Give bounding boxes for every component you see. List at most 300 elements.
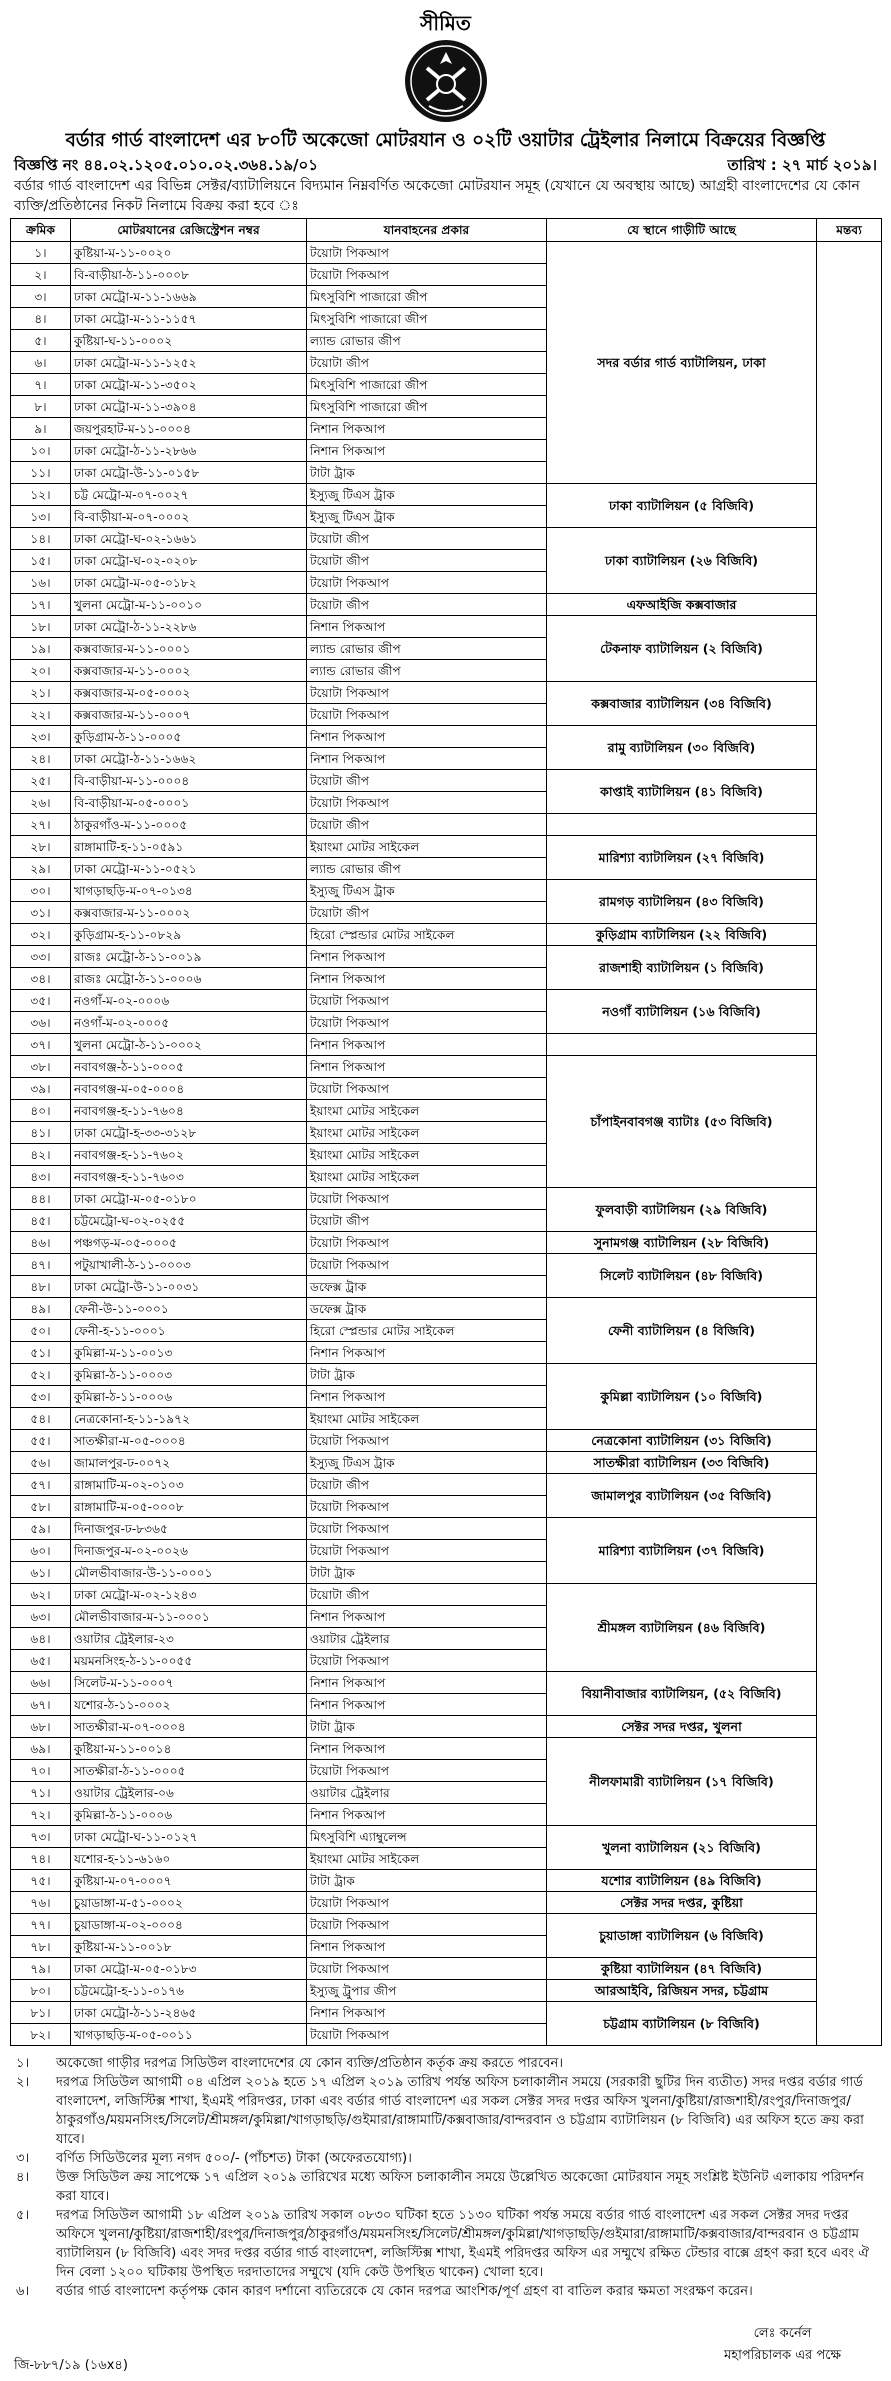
serial-cell: ৪৪। (11, 1188, 71, 1210)
registration-cell: কুমিল্লা-ঠ-১১-০০০৩ (71, 1364, 307, 1386)
registration-cell: ঢাকা মেট্রো-ঘ-১১-০১২৭ (71, 1826, 307, 1848)
location-cell: কুমিল্লা ব্যাটালিয়ন (১০ বিজিবি) (547, 1364, 817, 1430)
location-cell: রামগড় ব্যাটালিয়ন (৪৩ বিজিবি) (547, 880, 817, 924)
location-cell: সিলেট ব্যাটালিয়ন (৪৮ বিজিবি) (547, 1254, 817, 1298)
col-registration-header: মোটরযানের রেজিস্ট্রেশন নম্বর (71, 219, 307, 242)
serial-cell: ৩০। (11, 880, 71, 902)
vehicle-type-cell: টয়োটা জীপ (307, 1474, 547, 1496)
table-row (11, 1738, 882, 1760)
serial-cell: ৭৮। (11, 1936, 71, 1958)
serial-cell: ৪৩। (11, 1166, 71, 1188)
table-row (11, 836, 882, 858)
note-text: দরপত্র সিডিউল আগামী ১৮ এপ্রিল ২০১৯ তারিখ সকাল ০৮৩০ ঘটিকা হতে ১১৩০ ঘটিকা পর্যন্ত সময়ে বর্ডার গার্ড বাংলাদেশ এর সকল সেক্টর সদর দপ্তর অফিসে খুলনা/কুষ্টিয়া/রাজশাহী/রংপুর/দিনাজপুর/ঠাকুরগাঁও/ময়মনসিংহ/সিলেট/শ্রীমঙ্গল/কুমিল্লা/খাগড়াছড়ি/গুইমারা/রাঙ্গামাটি/কক্সবাজার/বান্দরবান ও চট্টগ্রাম ব্যাটালিয়ন (৮ বিজিবি) এবং সদর দপ্তর বর্ডার গার্ড বাংলাদেশ, লজিস্টিক্স শাখা, ইএমই পরিদপ্তর অফিস এর সম্মুখে রক্ষিত টেন্ডার বাক্সে গ্রহণ করা হবে এবং ঐ দিন বেলা ১২০০ ঘটিকায় উপস্থিত দরদাতাদের সম্মুখে (যদি কেউ উপস্থিত থাকেন) খোলা হবে। (56, 2208, 869, 2280)
registration-cell: কক্সবাজার-ম-১১-০০০১ (71, 638, 307, 660)
note-item (10, 2206, 881, 2282)
table-row (11, 1826, 882, 1848)
serial-cell: ৪২। (11, 1144, 71, 1166)
note-number: ২। (16, 2075, 30, 2090)
serial-cell: ১৩। (11, 506, 71, 528)
table-row (11, 1298, 882, 1320)
vehicle-type-cell: ওয়াটার ট্রেইলার (307, 1628, 547, 1650)
serial-cell: ৩৮। (11, 1056, 71, 1078)
serial-cell: ৪। (11, 308, 71, 330)
registration-cell: নওগাঁ-ম-০২-০০০৫ (71, 1012, 307, 1034)
note-item (10, 2073, 881, 2149)
serial-cell: ৬৮। (11, 1716, 71, 1738)
serial-cell: ১১। (11, 462, 71, 484)
vehicle-type-cell: টয়োটা পিকআপ (307, 572, 547, 594)
table-row (11, 594, 882, 616)
serial-cell: ১৮। (11, 616, 71, 638)
notes-section (10, 2054, 881, 2301)
serial-cell: ১৪। (11, 528, 71, 550)
vehicle-type-cell: ইয়াংমা মোটর সাইকেল (307, 1408, 547, 1430)
vehicle-type-cell: টয়োটা পিকআপ (307, 2024, 547, 2046)
registration-cell: নবাবগঞ্জ-ম-০৫-০০০৪ (71, 1078, 307, 1100)
location-cell: নেত্রকোনা ব্যাটালিয়ন (৩১ বিজিবি) (547, 1430, 817, 1452)
location-cell: কাপ্তাই ব্যাটালিয়ন (৪১ বিজিবি) (547, 770, 817, 814)
location-cell (547, 814, 817, 836)
serial-cell: ৬১। (11, 1562, 71, 1584)
registration-cell: ফেনী-হ-১১-০০০১ (71, 1320, 307, 1342)
table-row (11, 1254, 882, 1276)
serial-cell: ৬৫। (11, 1650, 71, 1672)
serial-cell: ২১। (11, 682, 71, 704)
table-row (11, 1430, 882, 1452)
vehicle-type-cell: নিশান পিকআপ (307, 440, 547, 462)
vehicle-type-cell: টয়োটা পিকআপ (307, 704, 547, 726)
serial-cell: ৯। (11, 418, 71, 440)
serial-cell: ২২। (11, 704, 71, 726)
registration-cell: পঞ্চগড়-ম-০৫-০০০৫ (71, 1232, 307, 1254)
table-header-row (11, 219, 882, 242)
registration-cell: রাজঃ মেট্রো-ঠ-১১-০০০৬ (71, 968, 307, 990)
print-code: জি-৮৮৭/১৯ (১৬x৪) (14, 2358, 128, 2373)
col-type-header: যানবাহনের প্রকার (307, 219, 547, 242)
serial-cell: ৩৪। (11, 968, 71, 990)
registration-cell: দিনাজপুর-ঢ-৮৩৬৫ (71, 1518, 307, 1540)
registration-cell: চট্টমেট্রো-ঘ-০২-০২৫৫ (71, 1210, 307, 1232)
registration-cell: কুষ্টিয়া-ঘ-১১-০০০২ (71, 330, 307, 352)
registration-cell: জামালপুর-ঢ-০০৭২ (71, 1452, 307, 1474)
serial-cell: ২৯। (11, 858, 71, 880)
registration-cell: ঢাকা মেট্রো-ম-১১-৩৯০৪ (71, 396, 307, 418)
serial-cell: ১৯। (11, 638, 71, 660)
serial-cell: ৩২। (11, 924, 71, 946)
location-cell: বিয়ানীবাজার ব্যাটালিয়ন, (৫২ বিজিবি) (547, 1672, 817, 1716)
serial-cell: ৭০। (11, 1760, 71, 1782)
serial-cell: ৭৯। (11, 1958, 71, 1980)
serial-cell: ৫৩। (11, 1386, 71, 1408)
serial-cell: ৬৩। (11, 1606, 71, 1628)
location-cell (547, 1034, 817, 1056)
col-remarks-header: মন্তব্য (817, 219, 882, 242)
registration-cell: নেত্রকোনা-হ-১১-১৯৭২ (71, 1408, 307, 1430)
serial-cell: ৩৬। (11, 1012, 71, 1034)
vehicle-type-cell: মিৎসুবিশি পাজারো জীপ (307, 286, 547, 308)
registration-cell: জয়পুরহাট-ম-১১-০০০৪ (71, 418, 307, 440)
vehicle-type-cell: টয়োটা পিকআপ (307, 1958, 547, 1980)
classification-label: সীমিত (420, 11, 471, 35)
registration-cell: সিলেট-ম-১১-০০০৭ (71, 1672, 307, 1694)
registration-cell: ঢাকা মেট্রো-ঘ-০২-১৬৬১ (71, 528, 307, 550)
vehicle-type-cell: ডফেক্স ট্রাক (307, 1298, 547, 1320)
registration-cell: খাগড়াছড়ি-ম-০৫-০০১১ (71, 2024, 307, 2046)
location-cell: নওগাঁ ব্যাটালিয়ন (১৬ বিজিবি) (547, 990, 817, 1034)
registration-cell: ঠাকুরগাঁও-ম-১১-০০০৫ (71, 814, 307, 836)
serial-cell: ২৬। (11, 792, 71, 814)
vehicle-type-cell: নিশান পিকআপ (307, 2002, 547, 2024)
vehicle-type-cell: টাটা ট্রাক (307, 1870, 547, 1892)
notice-title: বর্ডার গার্ড বাংলাদেশ এর ৮০টি অকেজো মোটরযান ও ০২টি ওয়াটার ট্রেইলার নিলামে বিক্রয়ের বিজ্ঞপ্তি (65, 130, 826, 151)
registration-cell: দিনাজপুর-ম-০২-০০২৬ (71, 1540, 307, 1562)
table-row (11, 1518, 882, 1540)
registration-cell: কুড়িগ্রাম-হ-১১-০৮২৯ (71, 924, 307, 946)
table-row (11, 1716, 882, 1738)
registration-cell: ঢাকা মেট্রো-ঠ-১১-২৪৬৫ (71, 2002, 307, 2024)
location-cell: ঢাকা ব্যাটালিয়ন (৫ বিজিবি) (547, 484, 817, 528)
vehicle-type-cell: নিশান পিকআপ (307, 1386, 547, 1408)
registration-cell: বি-বাড়ীয়া-ম-০৭-০০০২ (71, 506, 307, 528)
vehicle-type-cell: হিরো স্প্লেন্ডার মোটর সাইকেল (307, 924, 547, 946)
signature-office: মহাপরিচালক এর পক্ষে (724, 2348, 841, 2363)
serial-cell: ৭২। (11, 1804, 71, 1826)
location-cell: চুয়াডাঙ্গা ব্যাটালিয়ন (৬ বিজিবি) (547, 1914, 817, 1958)
vehicle-type-cell: নিশান পিকআপ (307, 1738, 547, 1760)
vehicle-type-cell: ইয়াংমা মোটর সাইকেল (307, 1144, 547, 1166)
col-location-header: যে স্থানে গাড়ীটি আছে (547, 219, 817, 242)
table-row (11, 770, 882, 792)
serial-cell: ৪৫। (11, 1210, 71, 1232)
vehicle-type-cell: টয়োটা পিকআপ (307, 1892, 547, 1914)
registration-cell: ঢাকা মেট্রো-ম-০৫-০১৮০ (71, 1188, 307, 1210)
vehicle-type-cell: নিশান পিকআপ (307, 748, 547, 770)
registration-cell: ওয়াটার ট্রেইলার-২৩ (71, 1628, 307, 1650)
table-row (11, 682, 882, 704)
serial-cell: ২৪। (11, 748, 71, 770)
location-cell: ফেনী ব্যাটালিয়ন (৪ বিজিবি) (547, 1298, 817, 1364)
serial-cell: ৫৭। (11, 1474, 71, 1496)
vehicle-table-body (11, 242, 882, 2046)
note-item (10, 2054, 881, 2073)
table-row (11, 924, 882, 946)
serial-cell: ৫৮। (11, 1496, 71, 1518)
vehicle-type-cell: টয়োটা জীপ (307, 528, 547, 550)
registration-cell: বি-বাড়ীয়া-ম-১১-০০০৪ (71, 770, 307, 792)
location-cell: এফআইজি কক্সবাজার (547, 594, 817, 616)
location-cell: রাজশাহী ব্যাটালিয়ন (১ বিজিবি) (547, 946, 817, 990)
location-cell: জামালপুর ব্যাটালিয়ন (৩৫ বিজিবি) (547, 1474, 817, 1518)
location-cell: মারিশ্যা ব্যাটালিয়ন (২৭ বিজিবি) (547, 836, 817, 880)
serial-cell: ২৩। (11, 726, 71, 748)
table-row (11, 1672, 882, 1694)
note-item (10, 2168, 881, 2206)
table-row (11, 880, 882, 902)
vehicle-type-cell: নিশান পিকআপ (307, 1034, 547, 1056)
vehicle-type-cell: টয়োটা জীপ (307, 550, 547, 572)
serial-cell: ৩। (11, 286, 71, 308)
registration-cell: মৌলভীবাজার-ম-১১-০০০১ (71, 1606, 307, 1628)
registration-cell: ময়মনসিংহ-ঠ-১১-০০৫৫ (71, 1650, 307, 1672)
serial-cell: ১২। (11, 484, 71, 506)
table-row (11, 1364, 882, 1386)
vehicle-type-cell: টয়োটা পিকআপ (307, 1914, 547, 1936)
registration-cell: চট্টমেট্রো-হ-১১-০১৭৬ (71, 1980, 307, 2002)
vehicle-type-cell: ইস্যুজু টিএস ট্রাক (307, 506, 547, 528)
vehicle-type-cell: ওয়াটার ট্রেইলার (307, 1782, 547, 1804)
registration-cell: কুড়িগ্রাম-ঠ-১১-০০০৫ (71, 726, 307, 748)
reference-number: বিজ্ঞপ্তি নং ৪৪.০২.১২০৫.০১০.০২.৩৬৪.১৯/০১ (14, 156, 319, 174)
registration-cell: চট্ট মেট্রো-ম-০৭-০০২৭ (71, 484, 307, 506)
table-row (11, 990, 882, 1012)
note-text: দরপত্র সিডিউল আগামী ০৪ এপ্রিল ২০১৯ হতে ১৭ এপ্রিল ২০১৯ তারিখ পর্যন্ত অফিস চলাকালীন সময়ে (সরকারী ছুটির দিন ব্যতীত) সদর দপ্তর বর্ডার গার্ড বাংলাদেশ, লজিস্টিক্স শাখা, ইএমই পরিদপ্তর, ঢাকা এবং বর্ডার গার্ড বাংলাদেশ এর সকল সেক্টর সদর দপ্তর অফিস খুলনা/কুষ্টিয়া/রাজশাহী/রংপুর/দিনাজপুর/ঠাকুরগাঁও/ময়মনসিংহ/সিলেট/শ্রীমঙ্গল/কুমিল্লা/খাগড়াছড়ি/গুইমারা/রাঙ্গামাটি/কক্সবাজার/বান্দরবান ও চট্টগ্রাম ব্যাটালিয়ন (৮ বিজিবি) এর অফিস হতে ক্রয় করা যাবে। (56, 2075, 864, 2147)
bgb-emblem-icon (403, 38, 489, 124)
vehicle-type-cell: টয়োটা পিকআপ (307, 1650, 547, 1672)
vehicle-type-cell: টয়োটা জীপ (307, 352, 547, 374)
table-row (11, 2002, 882, 2024)
table-row (11, 1232, 882, 1254)
serial-cell: ৭৫। (11, 1870, 71, 1892)
vehicle-type-cell: টয়োটা পিকআপ (307, 1012, 547, 1034)
vehicle-type-cell: টয়োটা জীপ (307, 814, 547, 836)
registration-cell: ঢাকা মেট্রো-উ-১১-০০৩১ (71, 1276, 307, 1298)
registration-cell: বি-বাড়ীয়া-ম-০৫-০০০১ (71, 792, 307, 814)
vehicle-type-cell: ল্যান্ড রোভার জীপ (307, 638, 547, 660)
serial-cell: ৩৭। (11, 1034, 71, 1056)
registration-cell: রাঙ্গামাটি-ম-০২-০১০৩ (71, 1474, 307, 1496)
serial-cell: ৩১। (11, 902, 71, 924)
table-row (11, 1452, 882, 1474)
registration-cell: বি-বাড়ীয়া-ঠ-১১-০০০৮ (71, 264, 307, 286)
location-cell: কুষ্টিয়া ব্যাটালিয়ন (৪৭ বিজিবি) (547, 1958, 817, 1980)
table-row (11, 1914, 882, 1936)
vehicle-type-cell: হিরো স্প্লেন্ডার মোটর সাইকেল (307, 1320, 547, 1342)
vehicle-type-cell: নিশান পিকআপ (307, 616, 547, 638)
vehicle-table (10, 218, 882, 2046)
vehicle-type-cell: নিশান পিকআপ (307, 1672, 547, 1694)
vehicle-type-cell: টয়োটা পিকআপ (307, 1188, 547, 1210)
registration-cell: কক্সবাজার-ম-১১-০০০৭ (71, 704, 307, 726)
serial-cell: ৩৯। (11, 1078, 71, 1100)
serial-cell: ১০। (11, 440, 71, 462)
location-cell: ঢাকা ব্যাটালিয়ন (২৬ বিজিবি) (547, 528, 817, 594)
vehicle-type-cell: ইয়াংমা মোটর সাইকেল (307, 1848, 547, 1870)
vehicle-type-cell: ইয়াংমা মোটর সাইকেল (307, 1122, 547, 1144)
serial-cell: ৫৫। (11, 1430, 71, 1452)
vehicle-type-cell: নিশান পিকআপ (307, 1936, 547, 1958)
location-cell: সাতক্ষীরা ব্যাটালিয়ন (৩৩ বিজিবি) (547, 1452, 817, 1474)
vehicle-type-cell: টাটা ট্রাক (307, 1716, 547, 1738)
vehicle-type-cell: ইয়াংমা মোটর সাইকেল (307, 1100, 547, 1122)
serial-cell: ৫। (11, 330, 71, 352)
registration-cell: কুমিল্লা-ঠ-১১-০০০৬ (71, 1804, 307, 1826)
registration-cell: ঢাকা মেট্রো-ম-০২-১২৪৩ (71, 1584, 307, 1606)
registration-cell: যশোর-হ-১১-৬১৬০ (71, 1848, 307, 1870)
vehicle-type-cell: টয়োটা পিকআপ (307, 1496, 547, 1518)
registration-cell: সাতক্ষীরা-ম-০৫-০০০৪ (71, 1430, 307, 1452)
note-text: বর্ডার গার্ড বাংলাদেশ কর্তৃপক্ষ কোন কারণ দর্শানো ব্যতিরেকে যে কোন দরপত্র আংশিক/পূর্ণ গ্রহণ বা বাতিল করার ক্ষমতা সংরক্ষণ করেন। (56, 2284, 753, 2299)
registration-cell: চুয়াডাঙ্গা-ম-০২-০০০৪ (71, 1914, 307, 1936)
serial-cell: ৬৪। (11, 1628, 71, 1650)
vehicle-type-cell: ডফেক্স ট্রাক (307, 1276, 547, 1298)
reference-line (10, 154, 881, 176)
vehicle-type-cell: ল্যান্ড রোভার জীপ (307, 330, 547, 352)
registration-cell: ঢাকা মেট্রো-ম-১১-০৫২১ (71, 858, 307, 880)
serial-cell: ৬২। (11, 1584, 71, 1606)
vehicle-type-cell: টয়োটা জীপ (307, 594, 547, 616)
vehicle-type-cell: টয়োটা পিকআপ (307, 1540, 547, 1562)
table-row (11, 1056, 882, 1078)
serial-cell: ১৫। (11, 550, 71, 572)
serial-cell: ৮। (11, 396, 71, 418)
serial-cell: ৮১। (11, 2002, 71, 2024)
table-row (11, 484, 882, 506)
registration-cell: খাগড়াছড়ি-ম-০৭-০১৩৪ (71, 880, 307, 902)
serial-cell: ৭৩। (11, 1826, 71, 1848)
location-cell: চট্টগ্রাম ব্যাটালিয়ন (৮ বিজিবি) (547, 2002, 817, 2046)
signature-rank: লেঃ কর্নেল (753, 2326, 812, 2341)
vehicle-type-cell: ল্যান্ড রোভার জীপ (307, 660, 547, 682)
registration-cell: ঢাকা মেট্রো-ঠ-১১-১৬৬২ (71, 748, 307, 770)
location-cell: সদর বর্ডার গার্ড ব্যাটালিয়ন, ঢাকা (547, 242, 817, 484)
table-row (11, 616, 882, 638)
note-text: অকেজো গাড়ীর দরপত্র সিডিউল বাংলাদেশের যে কোন ব্যক্তি/প্রতিষ্ঠান কর্তৃক ক্রয় করতে পারবেন। (56, 2056, 564, 2071)
vehicle-type-cell: টয়োটা পিকআপ (307, 1232, 547, 1254)
serial-cell: ৫৪। (11, 1408, 71, 1430)
serial-cell: ৩৩। (11, 946, 71, 968)
serial-cell: ১৬। (11, 572, 71, 594)
serial-cell: ২০। (11, 660, 71, 682)
note-text: বর্ণিত সিডিউলের মূল্য নগদ ৫০০/- (পাঁচশত) টাকা (অফেরতযোগ্য)। (56, 2151, 412, 2166)
location-cell: খুলনা ব্যাটালিয়ন (২১ বিজিবি) (547, 1826, 817, 1870)
serial-cell: ৪৯। (11, 1298, 71, 1320)
vehicle-type-cell: ইস্যুজু টিএস ট্রাক (307, 880, 547, 902)
vehicle-type-cell: টয়োটা পিকআপ (307, 1760, 547, 1782)
vehicle-type-cell: নিশান পিকআপ (307, 946, 547, 968)
vehicle-type-cell: টয়োটা জীপ (307, 1584, 547, 1606)
vehicle-type-cell: নিশান পিকআপ (307, 418, 547, 440)
vehicle-type-cell: টাটা ট্রাক (307, 1364, 547, 1386)
vehicle-type-cell: ল্যান্ড রোভার জীপ (307, 858, 547, 880)
note-text: উক্ত সিডিউল ক্রয় সাপেক্ষে ১৭ এপ্রিল ২০১৯ তারিখের মধ্যে অফিস চলাকালীন সময়ে উল্লেখিত অকেজো মোটরযান সমূহ সংশ্লিষ্ট ইউনিট এলাকায় পরিদর্শন করা যাবে। (56, 2170, 865, 2204)
location-cell: সুনামগঞ্জ ব্যাটালিয়ন (২৮ বিজিবি) (547, 1232, 817, 1254)
vehicle-type-cell: ইস্যুজু টিএস ট্রাক (307, 484, 547, 506)
registration-cell: ঢাকা মেট্রো-ম-১১-১৬৬৯ (71, 286, 307, 308)
note-number: ৪। (16, 2170, 30, 2185)
location-cell: টেকনাফ ব্যাটালিয়ন (২ বিজিবি) (547, 616, 817, 682)
vehicle-type-cell: নিশান পিকআপ (307, 1804, 547, 1826)
serial-cell: ৪০। (11, 1100, 71, 1122)
location-cell: কুড়িগ্রাম ব্যাটালিয়ন (২২ বিজিবি) (547, 924, 817, 946)
serial-cell: ৭৬। (11, 1892, 71, 1914)
registration-cell: কুষ্টিয়া-ম-১১-০০১৮ (71, 1936, 307, 1958)
vehicle-type-cell: টয়োটা জীপ (307, 770, 547, 792)
registration-cell: নবাবগঞ্জ-হ-১১-৭৬০৪ (71, 1100, 307, 1122)
registration-cell: কুমিল্লা-ম-১১-০০১৩ (71, 1342, 307, 1364)
registration-cell: পটুয়াখালী-ঠ-১১-০০০৩ (71, 1254, 307, 1276)
registration-cell: যশোর-ঠ-১১-০০০২ (71, 1694, 307, 1716)
registration-cell: ফেনী-উ-১১-০০০১ (71, 1298, 307, 1320)
vehicle-type-cell: নিশান পিকআপ (307, 1342, 547, 1364)
registration-cell: ঢাকা মেট্রো-ঠ-১১-২৮৬৬ (71, 440, 307, 462)
vehicle-type-cell: মিৎসুবিশি পাজারো জীপ (307, 374, 547, 396)
note-number: ৬। (16, 2284, 30, 2299)
vehicle-type-cell: ইয়াংমা মোটর সাইকেল (307, 836, 547, 858)
serial-cell: ৬০। (11, 1540, 71, 1562)
location-cell: সেক্টর সদর দপ্তর, কুষ্টিয়া (547, 1892, 817, 1914)
serial-cell: ২৭। (11, 814, 71, 836)
table-row (11, 1034, 882, 1056)
table-row (11, 1892, 882, 1914)
note-number: ১। (16, 2056, 30, 2071)
vehicle-type-cell: মিৎসুবিশি পাজারো জীপ (307, 308, 547, 330)
serial-cell: ৫৯। (11, 1518, 71, 1540)
serial-cell: ৫২। (11, 1364, 71, 1386)
vehicle-type-cell: টয়োটা পিকআপ (307, 264, 547, 286)
location-cell: চাঁপাইনবাবগঞ্জ ব্যাটাঃ (৫৩ বিজিবি) (547, 1056, 817, 1188)
registration-cell: নবাবগঞ্জ-হ-১১-৭৬০২ (71, 1144, 307, 1166)
vehicle-type-cell: ইয়াংমা মোটর সাইকেল (307, 1166, 547, 1188)
vehicle-type-cell: নিশান পিকআপ (307, 1056, 547, 1078)
registration-cell: ঢাকা মেট্রো-ম-১১-৩৫০২ (71, 374, 307, 396)
footer (10, 2317, 881, 2381)
serial-cell: ৭১। (11, 1782, 71, 1804)
vehicle-type-cell: নিশান পিকআপ (307, 1606, 547, 1628)
vehicle-type-cell: টয়োটা জীপ (307, 1210, 547, 1232)
vehicle-type-cell: টয়োটা পিকআপ (307, 792, 547, 814)
vehicle-type-cell: টয়োটা পিকআপ (307, 682, 547, 704)
note-number: ৫। (16, 2208, 30, 2223)
serial-cell: ২৮। (11, 836, 71, 858)
registration-cell: ঢাকা মেট্রো-ঠ-১১-২২৮৬ (71, 616, 307, 638)
serial-cell: ৬৯। (11, 1738, 71, 1760)
note-number: ৩। (16, 2151, 30, 2166)
registration-cell: রাজঃ মেট্রো-ঠ-১১-০০১৯ (71, 946, 307, 968)
serial-cell: ৫১। (11, 1342, 71, 1364)
registration-cell: রাঙ্গামাটি-হ-১১-০৫৯১ (71, 836, 307, 858)
registration-cell: ঢাকা মেট্রো-ম-০৫-০১৮২ (71, 572, 307, 594)
vehicle-type-cell: নিশান পিকআপ (307, 726, 547, 748)
vehicle-type-cell: নিশান পিকআপ (307, 968, 547, 990)
registration-cell: ঢাকা মেট্রো-ম-১১-১২৫২ (71, 352, 307, 374)
registration-cell: রাঙ্গামাটি-ম-০৫-০০০৮ (71, 1496, 307, 1518)
registration-cell: ঢাকা মেট্রো-ম-০৫-০১৮৩ (71, 1958, 307, 1980)
serial-cell: ২৫। (11, 770, 71, 792)
registration-cell: কক্সবাজার-ম-১১-০০০২ (71, 660, 307, 682)
location-cell: আরআইবি, রিজিয়ন সদর, চট্টগ্রাম (547, 1980, 817, 2002)
vehicle-type-cell: টয়োটা জীপ (307, 902, 547, 924)
table-row (11, 1980, 882, 2002)
registration-cell: খুলনা মেট্রো-ম-১১-০০১০ (71, 594, 307, 616)
registration-cell: কুষ্টিয়া-ম-১১-০০১৪ (71, 1738, 307, 1760)
serial-cell: ৬৭। (11, 1694, 71, 1716)
vehicle-type-cell: নিশান পিকআপ (307, 1694, 547, 1716)
registration-cell: মৌলভীবাজার-উ-১১-০০০১ (71, 1562, 307, 1584)
serial-cell: ৭৪। (11, 1848, 71, 1870)
table-row (11, 1188, 882, 1210)
registration-cell: ঢাকা মেট্রো-উ-১১-০১৫৮ (71, 462, 307, 484)
location-cell: সেক্টর সদর দপ্তর, খুলনা (547, 1716, 817, 1738)
registration-cell: ঢাকা মেট্রো-হ-৩৩-৩১২৮ (71, 1122, 307, 1144)
table-row (11, 726, 882, 748)
location-cell: কক্সবাজার ব্যাটালিয়ন (৩৪ বিজিবি) (547, 682, 817, 726)
registration-cell: কক্সবাজার-ম-০৫-০০০২ (71, 682, 307, 704)
vehicle-type-cell: টয়োটা পিকআপ (307, 1078, 547, 1100)
serial-cell: ৪৬। (11, 1232, 71, 1254)
vehicle-type-cell: টাটা ট্রাক (307, 462, 547, 484)
table-row (11, 814, 882, 836)
table-row (11, 528, 882, 550)
